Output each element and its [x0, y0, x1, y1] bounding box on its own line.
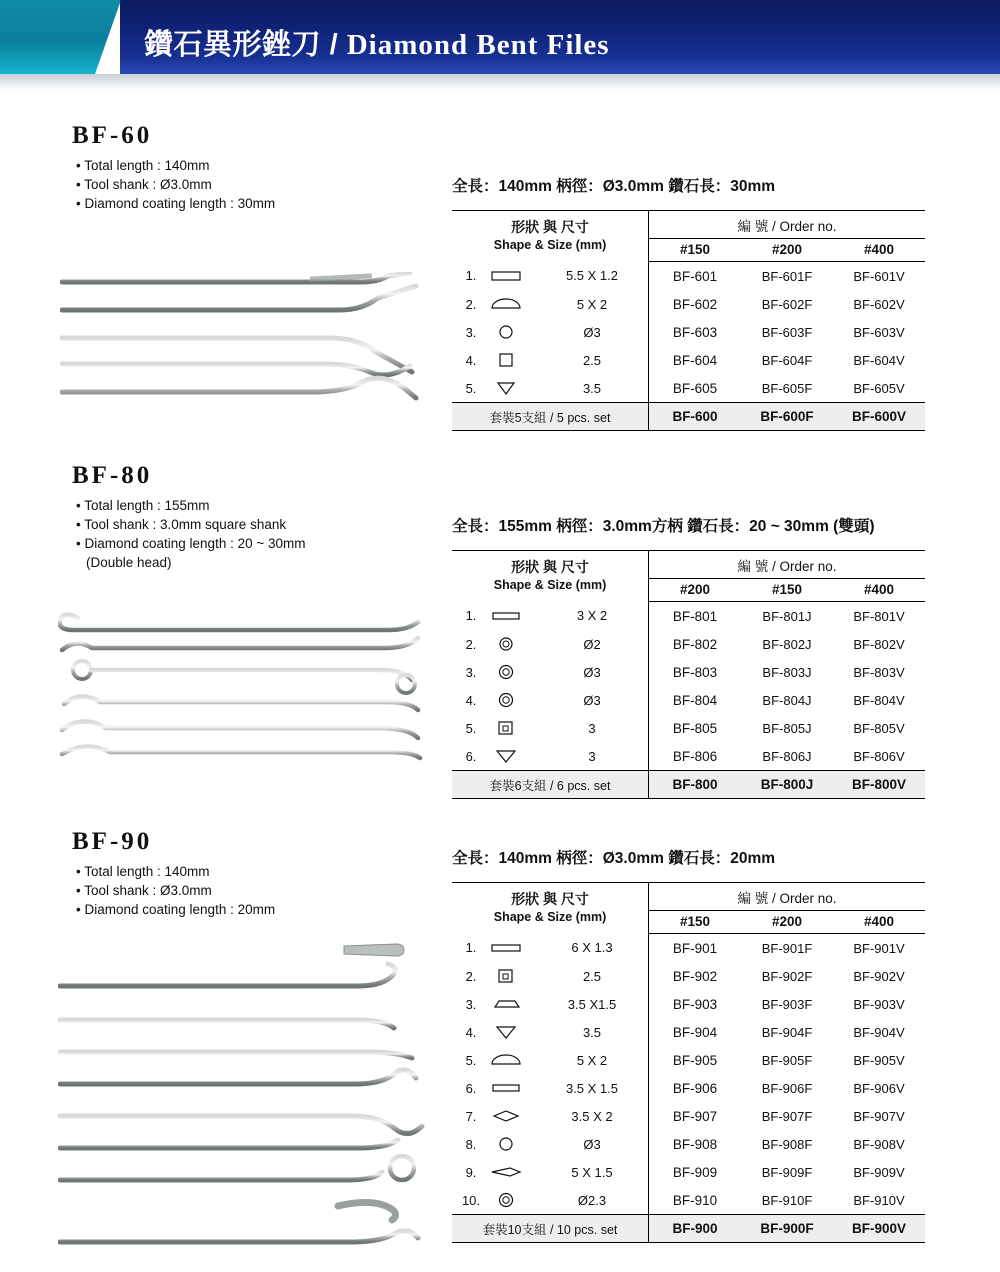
- table-row: [452, 1186, 925, 1215]
- table-row: [452, 962, 925, 990]
- shape-icon-circle: [484, 1130, 546, 1158]
- order-table-bf80: [452, 550, 925, 799]
- row-index: 1.: [465, 268, 477, 284]
- set-label: 套裝5支組 / 5 pcs. set: [452, 403, 649, 431]
- table-row: [452, 990, 925, 1018]
- grit-header-3: #400: [833, 579, 925, 602]
- row-order-3: BF-904V: [853, 1024, 905, 1040]
- shape-icon-triangle-down: [484, 1018, 546, 1046]
- shape-icon-half-round: [484, 1046, 546, 1074]
- shape-size-header: [452, 211, 649, 262]
- set-order-1: BF-900: [649, 1215, 742, 1243]
- grit-header-2: #200: [741, 239, 833, 262]
- order-table-bf60: [452, 210, 925, 431]
- set-order-3: BF-800V: [833, 771, 925, 799]
- row-order-2: BF-801J: [762, 608, 812, 624]
- table-row: [452, 262, 925, 291]
- shape-icon-circle-ring: [484, 658, 546, 686]
- table-row: [452, 374, 925, 403]
- header-teal-accent: [0, 0, 120, 74]
- shape-icon-rect-flat: [484, 262, 546, 291]
- row-order-1: BF-906: [649, 1074, 742, 1102]
- shape-size-header-zh: 形狀 與 尺寸: [511, 891, 589, 908]
- page-title-en: Diamond Bent Files: [346, 29, 610, 61]
- row-order-2: BF-805J: [762, 720, 812, 736]
- section-bf90-specs: [76, 862, 275, 919]
- row-order-2: BF-909F: [761, 1164, 813, 1180]
- grit-header-1: #150: [649, 911, 742, 934]
- set-label: 套裝10支組 / 10 pcs. set: [452, 1215, 649, 1243]
- row-size: 5 X 1.5: [571, 1164, 613, 1180]
- row-order-2: BF-910F: [741, 1186, 833, 1215]
- section-bf80-headline: 全長：155mm 柄徑：3.0mm方柄 鑽石長：20 ~ 30mm (雙頭): [452, 518, 875, 535]
- order-no-header: 編 號 / Order no.: [649, 883, 926, 911]
- row-order-3: BF-903V: [853, 996, 905, 1012]
- row-order-2: BF-602F: [761, 296, 813, 312]
- row-order-1: BF-805: [649, 714, 742, 742]
- row-index: 5.: [465, 1052, 477, 1068]
- row-order-2: BF-603F: [761, 324, 813, 340]
- table-row: [452, 318, 925, 346]
- tool-illustration-bf60: [60, 272, 420, 412]
- row-order-3: BF-603V: [853, 324, 905, 340]
- row-size: 3.5 X 2: [571, 1108, 613, 1124]
- grit-header-2: #150: [741, 579, 833, 602]
- row-index: 5.: [452, 374, 484, 403]
- row-order-1: BF-909: [649, 1158, 742, 1186]
- row-size: Ø3: [583, 1136, 601, 1152]
- row-order-2: BF-902F: [761, 968, 813, 984]
- spec-item: • Diamond coating length : 30mm: [76, 194, 275, 213]
- row-index: 3.: [465, 664, 477, 680]
- row-order-3: BF-605V: [833, 374, 925, 403]
- table-header-row: [452, 883, 925, 911]
- row-order-1: BF-908: [649, 1130, 742, 1158]
- row-index: 1.: [465, 608, 477, 624]
- page-title-zh: 鑽石異形銼刀: [144, 29, 322, 61]
- table-row: [452, 714, 925, 742]
- shape-size-header: [452, 551, 649, 602]
- row-order-1: BF-801: [649, 602, 742, 631]
- shape-icon-lens: [484, 1102, 546, 1130]
- row-order-1: BF-601: [649, 262, 742, 291]
- row-order-3: BF-601V: [853, 268, 905, 284]
- row-order-2: BF-904F: [761, 1024, 813, 1040]
- row-order-2: BF-601F: [761, 268, 813, 284]
- row-order-2: BF-806J: [741, 742, 833, 771]
- shape-size-header-en: Shape & Size (mm): [493, 578, 607, 593]
- row-size: 5 X 2: [576, 1052, 608, 1068]
- shape-icon-circle-ring: [484, 1186, 546, 1215]
- spec-item: • Tool shank : 3.0mm square shank: [76, 515, 306, 534]
- row-size: Ø2.3: [546, 1186, 649, 1215]
- row-size: Ø3: [583, 324, 601, 340]
- row-order-2: BF-908F: [761, 1136, 813, 1152]
- spec-item: • Tool shank : Ø3.0mm: [76, 175, 275, 194]
- shape-icon-circle-ring: [484, 686, 546, 714]
- row-order-2: BF-804J: [762, 692, 812, 708]
- order-table-bf90: [452, 882, 925, 1243]
- row-size: 3.5: [582, 1024, 602, 1040]
- row-order-1: BF-605: [649, 374, 742, 403]
- row-index: 3.: [465, 324, 477, 340]
- row-order-1: BF-907: [649, 1102, 742, 1130]
- row-size: 3: [546, 742, 649, 771]
- row-size: 2.5: [582, 968, 602, 984]
- shape-icon-rect-flat: [484, 1074, 546, 1102]
- page-title-separator: /: [321, 29, 347, 61]
- grit-header-2: #200: [741, 911, 833, 934]
- row-order-3: BF-604V: [853, 352, 905, 368]
- shape-icon-triangle-down: [484, 742, 546, 771]
- row-index: 2.: [465, 296, 477, 312]
- row-order-1: BF-902: [649, 962, 742, 990]
- row-order-3: BF-908V: [853, 1136, 905, 1152]
- row-order-3: BF-910V: [833, 1186, 925, 1215]
- row-size: Ø3: [583, 692, 601, 708]
- set-order-2: BF-900F: [741, 1215, 833, 1243]
- row-index: 2.: [465, 636, 477, 652]
- section-bf90-headline: 全長：140mm 柄徑：Ø3.0mm 鑽石長：20mm: [452, 850, 776, 867]
- row-order-1: BF-803: [649, 658, 742, 686]
- row-size: 3.5: [546, 374, 649, 403]
- row-order-3: BF-602V: [853, 296, 905, 312]
- row-index: 3.: [465, 996, 477, 1012]
- tool-illustration-bf90: [58, 940, 428, 1250]
- table-row: [452, 1102, 925, 1130]
- row-index: 6.: [452, 742, 484, 771]
- set-order-2: BF-800J: [741, 771, 833, 799]
- row-order-2: BF-906F: [761, 1080, 813, 1096]
- table-row: [452, 686, 925, 714]
- table-row: [452, 1158, 925, 1186]
- section-bf90-tool-images: [58, 940, 428, 1250]
- grit-header-3: #400: [833, 911, 925, 934]
- row-order-1: BF-802: [649, 630, 742, 658]
- section-bf60-headline: 全長：140mm 柄徑：Ø3.0mm 鑽石長：30mm: [452, 178, 776, 195]
- shape-icon-knife: [484, 1158, 546, 1186]
- shape-icon-circle: [484, 318, 546, 346]
- spec-item: • Total length : 140mm: [76, 156, 275, 175]
- shape-icon-square-ring: [484, 962, 546, 990]
- section-bf60-specs: [76, 156, 275, 213]
- row-size: 2.5: [582, 352, 602, 368]
- shape-icon-trapezoid: [484, 990, 546, 1018]
- row-order-3: BF-801V: [853, 608, 905, 624]
- table-row: [452, 290, 925, 318]
- row-size: 3.5 X1.5: [567, 996, 617, 1012]
- row-index: 5.: [465, 720, 477, 736]
- shape-size-header-en: Shape & Size (mm): [493, 238, 607, 253]
- row-order-2: BF-901F: [761, 940, 813, 956]
- table-row: [452, 658, 925, 686]
- section-bf60-title: BF-60: [72, 122, 153, 149]
- row-order-3: BF-907V: [853, 1108, 905, 1124]
- row-size: Ø3: [583, 664, 601, 680]
- section-bf80-title: BF-80: [72, 462, 153, 489]
- table-row: [452, 1130, 925, 1158]
- row-index: 8.: [465, 1136, 477, 1152]
- set-order-3: BF-900V: [833, 1215, 925, 1243]
- row-size: 3.5 X 1.5: [565, 1080, 619, 1096]
- shape-icon-half-round: [484, 290, 546, 318]
- table-set-row: [452, 771, 925, 799]
- row-order-3: BF-806V: [833, 742, 925, 771]
- shape-icon-rect-flat: [484, 934, 546, 963]
- shape-icon-rect-flat: [484, 602, 546, 631]
- spec-item-continuation: (Double head): [86, 555, 172, 570]
- table-row: [452, 1074, 925, 1102]
- grit-header-1: #200: [649, 579, 742, 602]
- row-order-1: BF-903: [649, 990, 742, 1018]
- shape-icon-circle-ring: [484, 630, 546, 658]
- order-no-header: 編 號 / Order no.: [649, 551, 926, 579]
- grit-header-1: #150: [649, 239, 742, 262]
- row-order-2: BF-605F: [741, 374, 833, 403]
- shape-icon-square: [484, 346, 546, 374]
- section-bf60-tool-images: [60, 272, 420, 412]
- header-shadow: [0, 74, 1000, 90]
- table-header-row: [452, 551, 925, 579]
- row-order-2: BF-802J: [762, 636, 812, 652]
- row-order-1: BF-910: [649, 1186, 742, 1215]
- page-title: [144, 22, 610, 63]
- shape-size-header-zh: 形狀 與 尺寸: [511, 219, 589, 236]
- row-order-2: BF-903F: [761, 996, 813, 1012]
- order-no-header: 編 號 / Order no.: [649, 211, 926, 239]
- row-order-3: BF-906V: [853, 1080, 905, 1096]
- shape-size-header: [452, 883, 649, 934]
- row-order-1: BF-901: [649, 934, 742, 963]
- table-set-row: [452, 1215, 925, 1243]
- table-row: [452, 630, 925, 658]
- shape-size-header-en: Shape & Size (mm): [493, 910, 607, 925]
- row-index: 4.: [465, 692, 477, 708]
- row-order-3: BF-805V: [853, 720, 905, 736]
- set-order-1: BF-800: [649, 771, 742, 799]
- grit-header-3: #400: [833, 239, 925, 262]
- table-row: [452, 934, 925, 963]
- section-bf80-specs: [76, 496, 306, 572]
- row-size: Ø2: [583, 636, 601, 652]
- spec-item: • Total length : 140mm: [76, 862, 275, 881]
- row-order-1: BF-604: [649, 346, 742, 374]
- shape-icon-square-ring: [484, 714, 546, 742]
- row-size: 6 X 1.3: [571, 940, 613, 956]
- shape-size-header-zh: 形狀 與 尺寸: [511, 559, 589, 576]
- table-set-row: [452, 403, 925, 431]
- row-index: 6.: [465, 1080, 477, 1096]
- set-label: 套裝6支組 / 6 pcs. set: [452, 771, 649, 799]
- row-order-1: BF-806: [649, 742, 742, 771]
- row-order-3: BF-803V: [853, 664, 905, 680]
- row-order-1: BF-804: [649, 686, 742, 714]
- row-index: 10.: [452, 1186, 484, 1215]
- row-size: 5 X 2: [576, 296, 608, 312]
- shape-icon-triangle-down: [484, 374, 546, 403]
- row-order-2: BF-905F: [761, 1052, 813, 1068]
- set-order-3: BF-600V: [833, 403, 925, 431]
- row-order-2: BF-803J: [762, 664, 812, 680]
- row-order-3: BF-901V: [853, 940, 905, 956]
- tool-illustration-bf80: [58, 604, 428, 764]
- row-order-1: BF-905: [649, 1046, 742, 1074]
- section-bf90-title: BF-90: [72, 828, 153, 855]
- row-index: 2.: [465, 968, 477, 984]
- table-row: [452, 346, 925, 374]
- page-header: [0, 0, 1000, 84]
- set-order-2: BF-600F: [741, 403, 833, 431]
- table-row: [452, 1046, 925, 1074]
- row-order-1: BF-603: [649, 318, 742, 346]
- row-index: 4.: [465, 1024, 477, 1040]
- row-size: 5.5 X 1.2: [565, 268, 619, 284]
- row-order-3: BF-802V: [853, 636, 905, 652]
- spec-item: • Diamond coating length : 20 ~ 30mm: [76, 534, 306, 553]
- row-order-2: BF-604F: [761, 352, 813, 368]
- spec-item: • Tool shank : Ø3.0mm: [76, 881, 275, 900]
- section-bf80-tool-images: [58, 604, 428, 764]
- row-order-1: BF-602: [649, 290, 742, 318]
- spec-item: • Diamond coating length : 20mm: [76, 900, 275, 919]
- table-header-row: [452, 211, 925, 239]
- row-index: 1.: [465, 940, 477, 956]
- row-order-1: BF-904: [649, 1018, 742, 1046]
- row-order-2: BF-907F: [761, 1108, 813, 1124]
- row-index: 7.: [465, 1108, 477, 1124]
- row-index: 9.: [465, 1164, 477, 1180]
- row-order-3: BF-909V: [853, 1164, 905, 1180]
- set-order-1: BF-600: [649, 403, 742, 431]
- table-row: [452, 602, 925, 631]
- row-order-3: BF-905V: [853, 1052, 905, 1068]
- row-order-3: BF-902V: [853, 968, 905, 984]
- spec-item: • Total length : 155mm: [76, 496, 306, 515]
- row-index: 4.: [465, 352, 477, 368]
- table-row: [452, 1018, 925, 1046]
- row-size: 3 X 2: [576, 608, 608, 624]
- table-row: [452, 742, 925, 771]
- row-size: 3: [588, 720, 596, 736]
- row-order-3: BF-804V: [853, 692, 905, 708]
